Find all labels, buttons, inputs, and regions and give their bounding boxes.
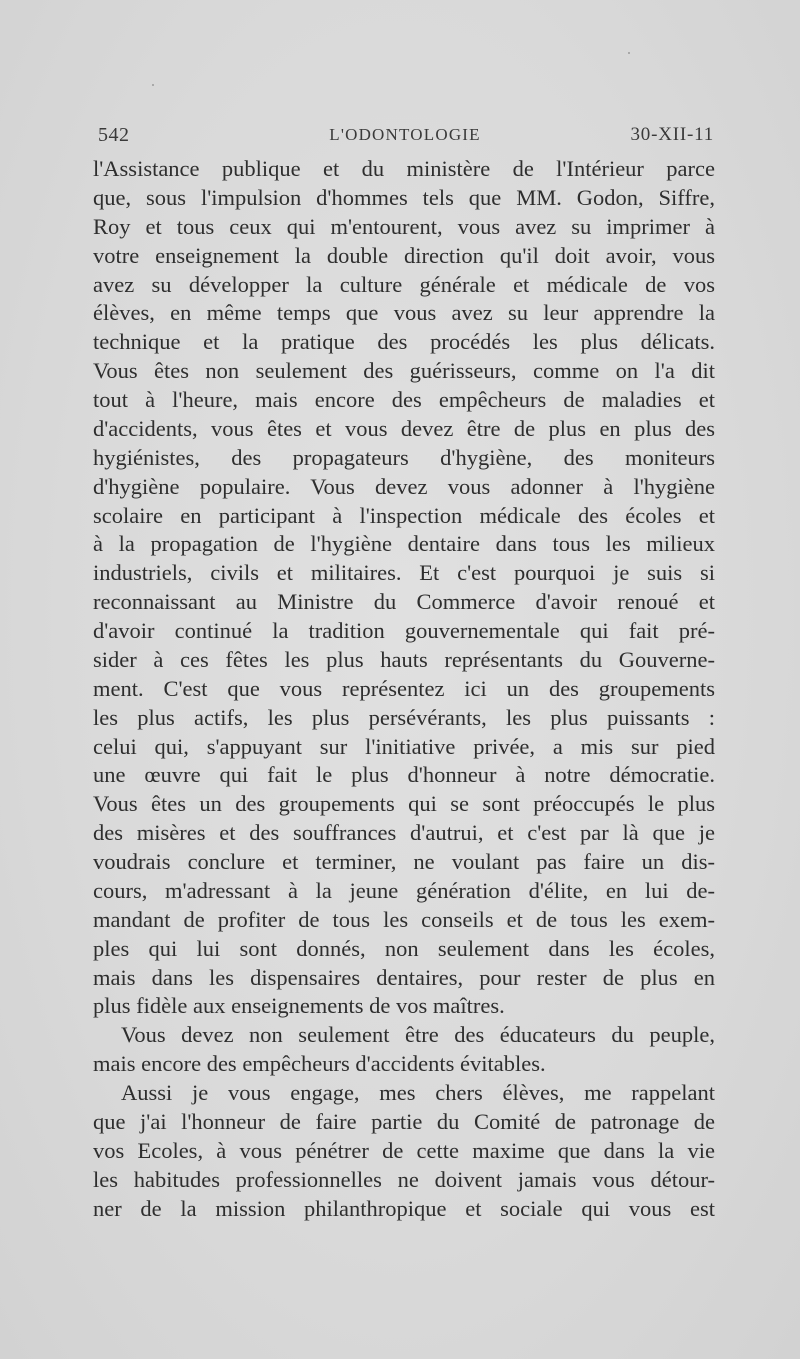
text-line: ner de la mission philanthropique et sociale qui vous est: [93, 1195, 715, 1221]
running-title: L'ODONTOLOGIE: [329, 125, 481, 144]
text-line: des misères et des souffrances d'autrui, et c'est par là que je: [93, 820, 715, 846]
text-line: que j'ai l'honneur de faire partie du Comité de patronage de: [93, 1108, 715, 1134]
text-line: hygiénistes, des propagateurs d'hygiène, des moniteurs: [93, 444, 715, 470]
text-line: mandant de profiter de tous les conseils et de tous les exem-: [93, 906, 715, 932]
text-line: ples qui lui sont donnés, non seulement dans les écoles,: [93, 935, 715, 961]
paper-speck: [628, 52, 630, 54]
text-line: technique et la pratique des procédés les plus délicats.: [93, 329, 715, 355]
text-line: les plus actifs, les plus persévérants, les plus puissants :: [93, 704, 715, 730]
text-line: Roy et tous ceux qui m'entourent, vous avez su imprimer à: [93, 213, 715, 239]
text-line: tout à l'heure, mais encore des empêcheurs de maladies et: [93, 387, 715, 412]
text-line: élèves, en même temps que vous avez su leur apprendre la: [93, 300, 715, 326]
text-line: l'Assistance publique et du ministère de l'Intérieur parce: [93, 156, 715, 181]
text-line: ment. C'est que vous représentez ici un des groupements: [93, 675, 715, 701]
text-line: avez su développer la culture générale et médicale de vos: [93, 271, 715, 297]
text-line: industriels, civils et militaires. Et c'est pourquoi je suis si: [93, 560, 715, 586]
text-line: d'accidents, vous êtes et vous devez être de plus en plus des: [93, 415, 715, 441]
text-line: mais dans les dispensaires dentaires, pour rester de plus en: [93, 964, 715, 990]
text-line: vos Ecoles, à vous pénétrer de cette maxime que dans la vie: [93, 1137, 715, 1163]
text-line: que, sous l'impulsion d'hommes tels que MM. Godon, Siffre,: [93, 184, 715, 210]
text-line: Vous devez non seulement être des éducateurs du peuple,: [121, 1022, 715, 1048]
body-text: [93, 155, 715, 1223]
paper-speck: [152, 84, 154, 86]
text-line: mais encore des empêcheurs d'accidents évitables.: [93, 1051, 546, 1077]
text-line: celui qui, s'appuyant sur l'initiative privée, a mis sur pied: [93, 733, 715, 759]
text-line: Vous êtes un des groupements qui se sont préoccupés le plus: [93, 791, 715, 817]
text-line: plus fidèle aux enseignements de vos maîtres.: [93, 993, 505, 1019]
issue-date: 30-XII-11: [630, 124, 714, 145]
text-line: à la propagation de l'hygiène dentaire dans tous les milieux: [93, 531, 715, 557]
page-number: 542: [98, 124, 130, 146]
text-line: scolaire en participant à l'inspection médicale des écoles et: [93, 502, 715, 528]
text-line: Vous êtes non seulement des guérisseurs, comme on l'a dit: [93, 358, 715, 384]
text-line: sider à ces fêtes les plus hauts représentants du Gouverne-: [93, 646, 715, 672]
text-line: une œuvre qui fait le plus d'honneur à notre démocratie.: [93, 762, 715, 788]
text-line: voudrais conclure et terminer, ne voulant pas faire un dis-: [93, 849, 715, 874]
text-line: les habitudes professionnelles ne doivent jamais vous détour-: [93, 1166, 715, 1192]
page-header: [96, 124, 714, 148]
text-line: reconnaissant au Ministre du Commerce d'avoir renoué et: [93, 589, 715, 615]
text-line: d'avoir continué la tradition gouvernementale qui fait pré-: [93, 618, 715, 643]
text-line: d'hygiène populaire. Vous devez vous adonner à l'hygiène: [93, 473, 715, 499]
text-line: votre enseignement la double direction qu'il doit avoir, vous: [93, 242, 715, 268]
text-line: Aussi je vous engage, mes chers élèves, me rappelant: [121, 1080, 715, 1105]
text-line: cours, m'adressant à la jeune génération d'élite, en lui de-: [93, 877, 715, 903]
